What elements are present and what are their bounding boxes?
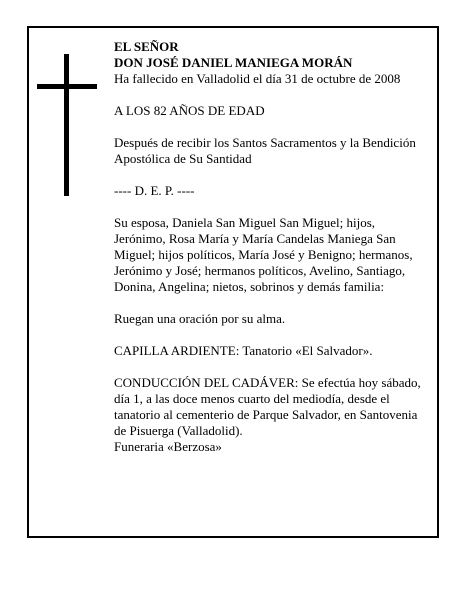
title-line-1: EL SEÑOR xyxy=(114,39,179,54)
procession-paragraph xyxy=(114,375,424,439)
spacer xyxy=(114,167,424,183)
age-line: A LOS 82 AÑOS DE EDAD xyxy=(114,103,265,118)
prayer-text: Ruegan una oración por su alma. xyxy=(114,311,286,326)
spacer xyxy=(114,359,424,375)
spacer xyxy=(114,119,424,135)
chapel-text: CAPILLA ARDIENTE: Tanatorio «El Salvador». xyxy=(114,343,373,358)
cross-horizontal-bar xyxy=(37,84,97,89)
obituary-content xyxy=(114,39,424,455)
spacer xyxy=(114,199,424,215)
procession-text: Se efectúa hoy sábado, día 1, a las doce menos cuarto del mediodía, desde el tanatorio al cementerio de Parque Salvador, en Santovenia de Pisuerga (Valladolid). xyxy=(114,375,421,438)
spacer xyxy=(114,327,424,343)
funeral-home: Funeraria «Berzosa» xyxy=(114,439,222,454)
cross-vertical-bar xyxy=(64,54,69,196)
sacraments-text: Después de recibir los Santos Sacramentos y la Bendición Apostólica de Su Santidad xyxy=(114,135,416,166)
rip-line: ---- D. E. P. ---- xyxy=(114,183,195,198)
procession-title: CONDUCCIÓN DEL CADÁVER: xyxy=(114,375,299,390)
spacer xyxy=(114,295,424,311)
deceased-name: DON JOSÉ DANIEL MANIEGA MORÁN xyxy=(114,55,353,70)
cross-icon xyxy=(37,54,97,196)
spacer xyxy=(114,87,424,103)
family-text: Su esposa, Daniela San Miguel San Miguel; hijos, Jerónimo, Rosa María y María Candelas Maniega San Miguel; hijos políticos, María José y Benigno; hermanos, Jerónimo y José; hermanos políticos, Avelino, Santiago, Donina, Angelina; nietos, sobrinos y demás familia: xyxy=(114,215,413,294)
death-info: Ha fallecido en Valladolid el día 31 de octubre de 2008 xyxy=(114,71,401,86)
